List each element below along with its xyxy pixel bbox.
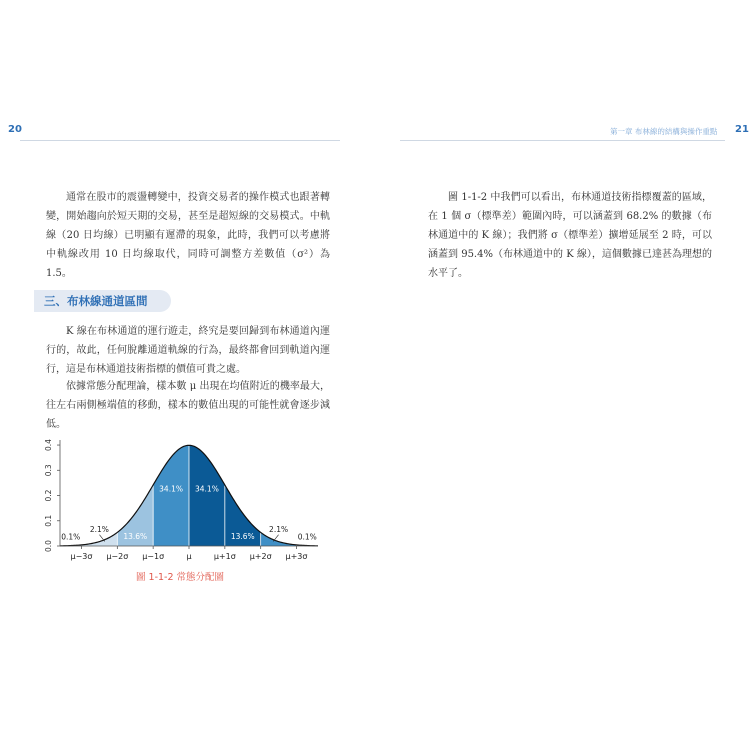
distribution-region xyxy=(153,445,189,546)
y-tick-label: 0.0 xyxy=(44,540,53,552)
region-percent-label: 34.1% xyxy=(195,484,219,494)
x-tick-label: μ xyxy=(186,552,192,561)
x-tick-label: μ+2σ xyxy=(249,552,272,561)
left-paragraph-1: 通常在股市的震盪轉變中，投資交易者的操作模式也跟著轉變，開始趨向於短天期的交易，甚至是超短線的交易模式。中軌線（20 日均線）已明顯有遲滯的現象，此時，我們可以考慮將中軌線改用 10 日均線取代，同時可調整方差數值（σ²）為 1.5。 xyxy=(46,192,330,279)
region-percent-label: 13.6% xyxy=(123,531,148,541)
left-paragraph-3: 依據常態分配理論，樣本數 μ 出現在均值附近的機率最大，往左右兩側極端值的移動，樣本的數值出現的可能性就會逐步減低。 xyxy=(46,381,330,430)
region-percent-label: 2.1% xyxy=(89,525,109,535)
normal-distribution-chart xyxy=(40,432,325,567)
section-heading: 三、布林線通道區間 xyxy=(34,290,171,312)
x-tick-label: μ−2σ xyxy=(106,552,129,561)
distribution-region xyxy=(189,445,225,546)
region-percent-label: 0.1% xyxy=(297,532,317,542)
left-header-rule xyxy=(20,140,340,141)
region-percent-label: 0.1% xyxy=(61,532,81,542)
x-tick-label: μ+1σ xyxy=(213,552,236,561)
right-page-number: 21 xyxy=(735,124,749,135)
region-percent-label: 2.1% xyxy=(269,525,289,535)
x-tick-label: μ−1σ xyxy=(142,552,165,561)
y-tick-label: 0.1 xyxy=(44,514,53,527)
left-paragraph-2: K 線在布林通道的運行遊走，終究是要回歸到布林通道內運行的，故此，任何脫離通道軌線的行為，最終都會回到軌道內運行，這是布林通道技術指標的價值可貴之處。 xyxy=(46,326,330,375)
y-tick-label: 0.2 xyxy=(44,489,53,502)
region-percent-label: 34.1% xyxy=(159,484,183,494)
y-tick-label: 0.3 xyxy=(44,464,53,477)
right-header-rule xyxy=(400,140,725,141)
right-paragraph-1: 圖 1-1-2 中我們可以看出，布林通道技術指標覆蓋的區域，在 1 個 σ（標準差）範圍內時，可以涵蓋到 68.2% 的數據（布林通道中的 K 線）；我們將 σ（標準差）擴增延展至 2 時，可以涵蓋到 95.4%（布林通道中的 K 線），這個數據已達甚為理想的水平了。 xyxy=(428,192,712,279)
x-tick-label: μ+3σ xyxy=(285,552,308,561)
y-tick-label: 0.4 xyxy=(44,439,53,452)
x-tick-label: μ−3σ xyxy=(70,552,93,561)
region-percent-label: 13.6% xyxy=(230,531,255,541)
figure-caption: 圖 1-1-2 常態分配圖 xyxy=(136,572,225,583)
right-running-head: 第一章 布林線的結構與操作重點 xyxy=(610,127,718,136)
left-page-number: 20 xyxy=(8,124,22,135)
